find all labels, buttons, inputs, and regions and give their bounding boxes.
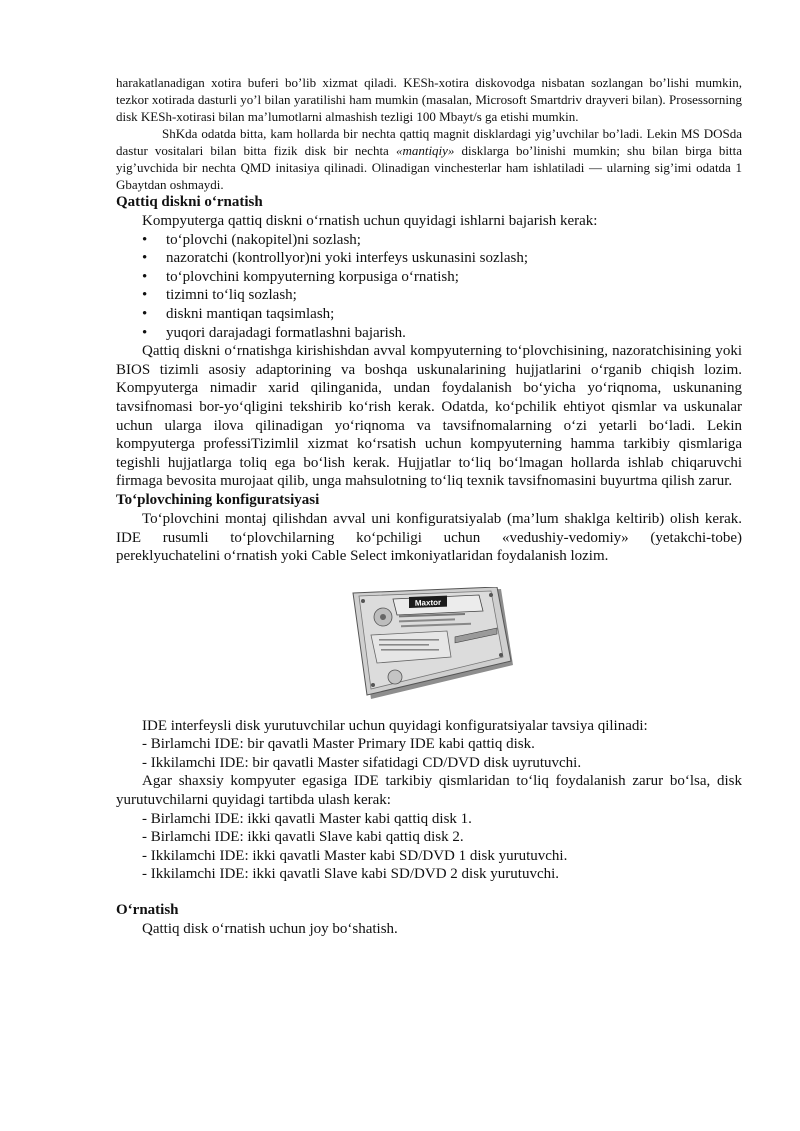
intro-p2-text-b: disklarga bo’linishi mumkin; shu bilan birga bitta yig’uvchida bir nechta QMD initasiya qilinadi. Olinadigan vinchesterlar ham ishlatiladi — ularning sig’imi odatda 1 Gbaytdan oshmaydi.: [116, 143, 742, 192]
list-item-text: diskni mantiqan taqsimlash;: [166, 305, 335, 322]
bullet-icon: •: [142, 305, 148, 322]
config-line: - Ikkilamchi IDE: ikki qavatli Master kabi SD/DVD 1 disk yurutuvchi.: [142, 847, 568, 864]
list-item: [142, 231, 742, 250]
intro-p2-text-a: ShKda odatda bitta, kam hollarda bir nechta qattiq magnit disklardagi yig’uvchilar bo’ladi. Lekin MS DOSda dastur vositalari bilan bitta fizik disk bir nechta: [116, 126, 742, 158]
label-line: [379, 644, 429, 646]
config-line: - Birlamchi IDE: bir qavatli Master Primary IDE kabi qattiq disk.: [142, 736, 535, 753]
config-paragraph: To‘plovchini montaj qilishdan avval uni konfiguratsiyalab (ma’lum shaklga keltirib) olish kerak. IDE rusumli to‘plovchilarning ko‘pchiligi uchun «vedushiy-vedomiy» (yetakchi-tobe) pereklyuchatelini o‘rnatish yoki Cable Select imkoniyatlaridan foydalanish lozim.: [116, 510, 742, 565]
spindle-center: [380, 614, 386, 620]
hard-disk-figure: [116, 587, 742, 705]
list-item-text: tizimni to‘liq sozlash;: [166, 287, 297, 304]
brand-text: Maxtor: [414, 597, 442, 608]
screw-icon: [489, 593, 493, 597]
config-line: - Ikkilamchi IDE: bir qavatli Master sifatidagi CD/DVD disk uyrutuvchi.: [142, 754, 582, 771]
list-item-text: yuqori darajadagi formatlashni bajarish.: [166, 324, 406, 341]
list-item: [142, 286, 742, 305]
intro-p2-emphasis: «mantiqiy»: [395, 143, 455, 158]
screw-icon: [361, 599, 365, 603]
list-item-text: nazoratchi (kontrollyor)ni yoki interfeys uskunasini sozlash;: [166, 250, 528, 267]
intro-paragraph-1: harakatlanadigan xotira buferi bo’lib xizmat qiladi. KESh-xotira diskovodga nisbatan sozlangan bo’lishi mumkin, tezkor xotirada dasturli yo’l bilan yaratilishi ham mumkin (masalan, Microsoft Smartdriv drayveri bilan). Prosessorning disk KESh-xotirasi bilan ma’lumotlarni almashish tezligi 100 Mbayt/s ga etishi mumkin.: [116, 75, 742, 124]
spacer: [116, 884, 742, 901]
list-item: [142, 305, 742, 324]
bullet-icon: •: [142, 268, 148, 285]
config-line: - Ikkilamchi IDE: ikki qavatli Slave kabi SD/DVD 2 disk yurutuvchi.: [142, 866, 560, 883]
screw-icon: [499, 653, 503, 657]
heading-mount: O‘rnatish: [116, 902, 179, 919]
document-page: [116, 74, 742, 939]
install-lead: Kompyuterga qattiq diskni o‘rnatish uchun quyidagi ishlarni bajarish kerak:: [142, 213, 598, 229]
list-item: [142, 249, 742, 268]
mount-line: Qattiq disk o‘rnatish uchun joy bo‘shatish.: [142, 921, 398, 938]
configs-lead: IDE interfeysli disk yurutuvchilar uchun quyidagi konfiguratsiyalar tavsiya qilinadi:: [142, 717, 648, 734]
hdd-info-label: [371, 631, 451, 663]
list-item: [142, 268, 742, 287]
intro-paragraph-2: [116, 125, 742, 193]
bullet-icon: •: [142, 231, 148, 248]
list-item: [142, 324, 742, 343]
label-line: [381, 649, 439, 651]
heading-install: Qattiq diskni o‘rnatish: [116, 194, 263, 210]
configs-paragraph: Agar shaxsiy kompyuter egasiga IDE tarkibiy qismlaridan to‘liq foydalanish zarur bo‘lsa, disk yurutuvchilarni quyidagi tartibda ulash kerak:: [116, 773, 742, 809]
list-item-text: to‘plovchini kompyuterning korpusiga o‘rnatish;: [166, 268, 459, 285]
screw-icon: [371, 683, 375, 687]
config-line: - Birlamchi IDE: ikki qavatli Slave kabi qattiq disk 2.: [142, 829, 464, 846]
bullet-icon: •: [142, 287, 148, 304]
config-line: - Birlamchi IDE: ikki qavatli Master kabi qattiq disk 1.: [142, 810, 472, 827]
list-item-text: to‘plovchi (nakopitel)ni sozlash;: [166, 231, 361, 248]
hard-disk-drive-icon: [351, 587, 517, 705]
logo-mark-icon: [388, 670, 402, 684]
heading-config: To‘plovchining konfiguratsiyasi: [116, 491, 320, 508]
label-line: [379, 639, 439, 641]
bullet-icon: •: [142, 250, 148, 267]
install-steps-list: [116, 231, 742, 343]
bullet-icon: •: [142, 324, 148, 341]
install-paragraph: Qattiq diskni o‘rnatishga kirishishdan avval kompyuterning to‘plovchisining, nazoratchisining yoki BIOS tizimli asosiy adaptorining va boshqa uskunalarining hujjatlarini o‘rganib chiqish lozim. Kompyuterga nimadir xarid qilinganida, undan foydalanish bo‘yicha yo‘riqnoma, uskunaning tavsifnomasi bor-yo‘qligini tekshirib ko‘rish kerak. Odatda, ko‘pchilik ehtiyot qismlar va uskunalar uchun ularga ilova qilinadigan yo‘riqnoma va tavsifnomalarning o‘zi yetarli bo‘ladi. Lekin kompyuterga professiTizimlil xizmat ko‘rsatish uchun kompyuterning hamma tarkibiy qismlariga tegishli hujjatlarga toliq ega bo‘lish kerak. Hujjatlar to‘liq bo‘lmagan hollarda ishlab chiqaruvchi firmaga bevosita murojaat qilib, unga mahsulotning to‘liq texnik tavsifnomasini buyurtma qilish zarur.: [116, 343, 742, 490]
